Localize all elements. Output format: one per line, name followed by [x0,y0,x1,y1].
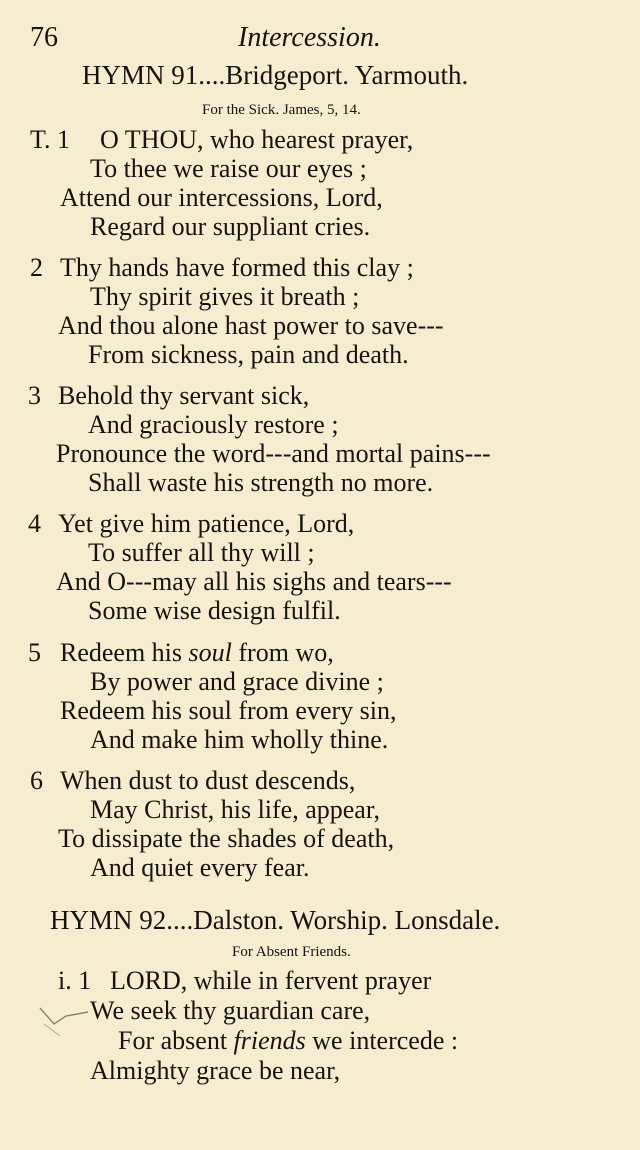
hymn-92-line-4: Almighty grace be near, [90,1056,341,1085]
stanza-1-line-3: Attend our intercessions, Lord, [60,183,383,212]
pencil-mark-icon [36,1002,96,1042]
hymn-92-line-1: LORD, while in fervent prayer [110,966,432,995]
stanza-1-line-1: O THOU, who hearest prayer, [100,125,414,154]
stanza-3-label: 3 [28,381,41,410]
page-number: 76 [30,22,58,53]
hymn-91-title: HYMN 91....Bridgeport. Yarmouth. [82,60,469,90]
hymn-92-stanza-1-label: i. 1 [58,966,92,995]
stanza-2-line-3: And thou alone hast power to save--- [58,311,444,340]
stanza-4-line-4: Some wise design fulfil. [88,596,341,625]
hymn-92-subtitle: For Absent Friends. [232,944,351,960]
stanza-2-label: 2 [30,253,43,282]
stanza-2-line-1: Thy hands have formed this clay ; [60,253,414,282]
stanza-2-line-4: From sickness, pain and death. [88,340,409,369]
stanza-3-line-1: Behold thy servant sick, [58,381,310,410]
hymn-92-title: HYMN 92....Dalston. Worship. Lonsdale. [50,905,501,935]
stanza-6-line-3: To dissipate the shades of death, [58,824,395,853]
stanza-5-line-2: By power and grace divine ; [90,667,384,696]
stanza-4-label: 4 [28,509,41,538]
stanza-4-line-3: And O---may all his sighs and tears--- [56,567,452,596]
running-title: Intercession. [238,22,381,53]
stanza-5-line-4: And make him wholly thine. [90,725,389,754]
stanza-1-label: T. 1 [30,125,70,154]
hymn-92-line-3: For absent friends we intercede : [118,1026,459,1055]
stanza-3-line-4: Shall waste his strength no more. [88,468,434,497]
stanza-3-line-3: Pronounce the word---and mortal pains--- [56,439,491,468]
stanza-5-label: 5 [28,638,41,667]
stanza-4-line-1: Yet give him patience, Lord, [58,509,355,538]
stanza-1-line-2: To thee we raise our eyes ; [90,154,367,183]
stanza-3-line-2: And graciously restore ; [88,410,339,439]
stanza-6-line-2: May Christ, his life, appear, [90,795,380,824]
stanza-5-line-3: Redeem his soul from every sin, [60,696,397,725]
stanza-2-line-2: Thy spirit gives it breath ; [90,282,360,311]
stanza-1-line-4: Regard our suppliant cries. [90,212,371,241]
stanza-6-line-4: And quiet every fear. [90,853,310,882]
stanza-6-label: 6 [30,766,43,795]
hymn-92-line-2: We seek thy guardian care, [90,996,371,1025]
hymn-91-subtitle: For the Sick. James, 5, 14. [202,102,361,118]
stanza-5-line-1: Redeem his soul from wo, [60,638,334,667]
stanza-6-line-1: When dust to dust descends, [60,766,356,795]
stanza-4-line-2: To suffer all thy will ; [88,538,315,567]
